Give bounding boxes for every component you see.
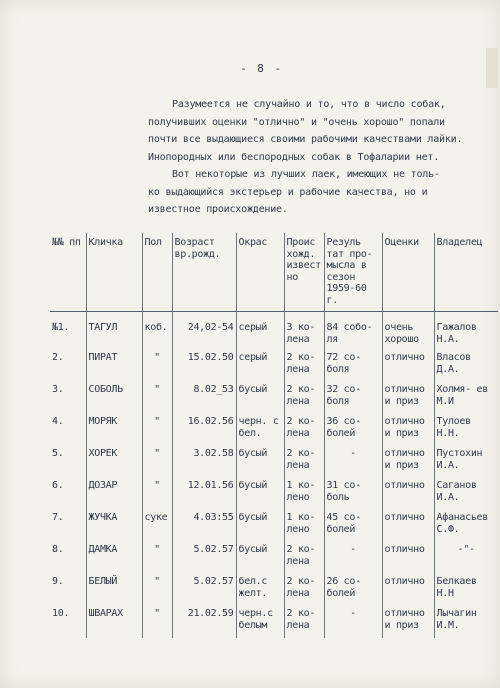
cell-result: - bbox=[324, 606, 382, 638]
table-row bbox=[50, 446, 498, 478]
paragraph-line: ко выдающийся экстерьер и рабочие качества, но и bbox=[148, 186, 428, 198]
cell-owner: -"- bbox=[434, 542, 498, 574]
cell-color: черн. с бел. bbox=[236, 414, 284, 446]
table-header-row bbox=[50, 233, 498, 312]
cell-number: №1. bbox=[52, 322, 70, 333]
table-row bbox=[50, 510, 498, 542]
header-origin: Проис хожд. извест но bbox=[284, 233, 324, 312]
cell-result: 72 со- боля bbox=[324, 350, 382, 382]
table-row bbox=[50, 382, 498, 414]
cell-result: 45 со- болей bbox=[324, 510, 382, 542]
paragraph-line: получивших оценки "отлично" и "очень хорошо" попали bbox=[148, 116, 445, 128]
cell-age: 12.01.56 bbox=[172, 478, 236, 510]
cell-owner: Лычагин И.М. bbox=[434, 606, 498, 638]
cell-grade: отлично bbox=[382, 542, 434, 574]
cell-result: 32 со- боля bbox=[324, 382, 382, 414]
intro-paragraph bbox=[148, 96, 488, 219]
cell-sex: " bbox=[142, 542, 172, 574]
cell-grade: очень хорошо bbox=[382, 312, 434, 351]
cell-owner: Власов Д.А. bbox=[434, 350, 498, 382]
cell-grade: отлично bbox=[382, 478, 434, 510]
cell-result: 36 со- болей bbox=[324, 414, 382, 446]
cell-origin: 2 ко- лена bbox=[284, 350, 324, 382]
table-row bbox=[50, 574, 498, 606]
cell-sex: " bbox=[142, 606, 172, 638]
cell-age: 16.02.56 bbox=[172, 414, 236, 446]
paragraph-line: Инопородных или беспородных собак в Тофаларии нет. bbox=[148, 151, 440, 163]
cell-sex: коб. bbox=[142, 312, 172, 351]
cell-age: 15.02.50 bbox=[172, 350, 236, 382]
table-row bbox=[50, 414, 498, 446]
paragraph-line: Вот некоторые из лучших лаек, имеющих не толь- bbox=[172, 169, 440, 180]
cell-name: ДОЗАР bbox=[86, 478, 142, 510]
cell-owner: Пустохин И.А. bbox=[434, 446, 498, 478]
cell-number: 3. bbox=[52, 384, 64, 395]
cell-owner: Афанасьев С.Ф. bbox=[434, 510, 498, 542]
dogs-table bbox=[50, 233, 498, 638]
cell-age: 8.02_53 bbox=[172, 382, 236, 414]
header-grade: Оценки bbox=[382, 233, 434, 312]
cell-name: ПИРАТ bbox=[86, 350, 142, 382]
cell-origin: 2 ко- лена bbox=[284, 606, 324, 638]
cell-age: 5.02.57 bbox=[172, 574, 236, 606]
cell-age: 4.03:55 bbox=[172, 510, 236, 542]
cell-color: серый bbox=[236, 350, 284, 382]
cell-name: ЖУЧКА bbox=[86, 510, 142, 542]
cell-sex: " bbox=[142, 478, 172, 510]
table-row bbox=[50, 312, 498, 351]
cell-age: 5.02.57 bbox=[172, 542, 236, 574]
cell-grade: отлично bbox=[382, 574, 434, 606]
cell-name: БЕЛЫЙ bbox=[86, 574, 142, 606]
cell-color: бусый bbox=[236, 478, 284, 510]
cell-result: 84 собо- ля bbox=[324, 312, 382, 351]
cell-color: бусый bbox=[236, 446, 284, 478]
cell-origin: 2 ко- лена bbox=[284, 446, 324, 478]
cell-owner: Тулоев Н.Н. bbox=[434, 414, 498, 446]
cell-sex: " bbox=[142, 414, 172, 446]
cell-origin: 1 ко- лено bbox=[284, 510, 324, 542]
cell-color: черн.с белым bbox=[236, 606, 284, 638]
cell-age: 24,02-54 bbox=[172, 312, 236, 351]
cell-number: 9. bbox=[52, 576, 64, 587]
table-row bbox=[50, 606, 498, 638]
cell-owner: Холмя- ев М.И bbox=[434, 382, 498, 414]
paragraph-line: Разумеется не случайно и то, что в число собак, bbox=[172, 99, 446, 110]
cell-origin: 2 ко- лена bbox=[284, 542, 324, 574]
page-number: - 8 - bbox=[240, 62, 284, 75]
header-result: Резуль тат про- мысла в сезон 1959-60 г. bbox=[324, 233, 382, 312]
cell-origin: 2 ко- лена bbox=[284, 414, 324, 446]
cell-grade: отлично и приз bbox=[382, 606, 434, 638]
cell-number: 6. bbox=[52, 480, 64, 491]
cell-sex: " bbox=[142, 382, 172, 414]
cell-name: ХОРЕК bbox=[86, 446, 142, 478]
cell-owner: Саганов И.А. bbox=[434, 478, 498, 510]
cell-name: МОРЯК bbox=[86, 414, 142, 446]
cell-sex: " bbox=[142, 446, 172, 478]
cell-age: 3.02.58 bbox=[172, 446, 236, 478]
cell-sex: " bbox=[142, 350, 172, 382]
cell-color: бусый bbox=[236, 382, 284, 414]
cell-name: ШВАРАХ bbox=[86, 606, 142, 638]
cell-owner: Белкаев Н.Н bbox=[434, 574, 498, 606]
paragraph-line: почти все выдающиеся своими рабочими качествами лайки. bbox=[148, 134, 463, 145]
cell-grade: отлично и приз bbox=[382, 414, 434, 446]
cell-age: 21.02.59 bbox=[172, 606, 236, 638]
cell-origin: 2 ко- лена bbox=[284, 382, 324, 414]
header-name: Кличка bbox=[86, 233, 142, 312]
cell-number: 10. bbox=[52, 608, 70, 619]
cell-result: 26 со- болей bbox=[324, 574, 382, 606]
cell-origin: 3 ко- лена bbox=[284, 312, 324, 351]
cell-grade: отлично и приз bbox=[382, 382, 434, 414]
header-owner: Владелец bbox=[434, 233, 498, 312]
paragraph-line: известное происхождение. bbox=[148, 204, 288, 215]
cell-sex: суке bbox=[142, 510, 172, 542]
cell-grade: отлично и приз bbox=[382, 446, 434, 478]
cell-color: бусый bbox=[236, 510, 284, 542]
header-age: Возраст вр.рожд. bbox=[172, 233, 236, 312]
cell-name: СОБОЛЬ bbox=[86, 382, 142, 414]
cell-name: ТАГУЛ bbox=[86, 312, 142, 351]
cell-result: - bbox=[324, 542, 382, 574]
cell-grade: отлично bbox=[382, 510, 434, 542]
cell-number: 5. bbox=[52, 448, 64, 459]
cell-color: серый bbox=[236, 312, 284, 351]
table-row bbox=[50, 478, 498, 510]
cell-color: бусый bbox=[236, 542, 284, 574]
cell-number: 4. bbox=[52, 416, 64, 427]
cell-result: - bbox=[324, 446, 382, 478]
cell-number: 2. bbox=[52, 352, 64, 363]
cell-sex: " bbox=[142, 574, 172, 606]
cell-grade: отлично bbox=[382, 350, 434, 382]
cell-name: ДАМКА bbox=[86, 542, 142, 574]
cell-result: 31 со- боль bbox=[324, 478, 382, 510]
header-color: Окрас bbox=[236, 233, 284, 312]
table-row bbox=[50, 350, 498, 382]
header-sex: Пол bbox=[142, 233, 172, 312]
margin-mark bbox=[486, 48, 498, 88]
cell-number: 7. bbox=[52, 512, 64, 523]
cell-origin: 1 ко- лено bbox=[284, 478, 324, 510]
cell-color: бел.с желт. bbox=[236, 574, 284, 606]
cell-origin: 2 ко- лена bbox=[284, 574, 324, 606]
header-number: №№ пп bbox=[50, 233, 86, 312]
cell-owner: Гажалов Н.А. bbox=[434, 312, 498, 351]
table-row bbox=[50, 542, 498, 574]
cell-number: 8. bbox=[52, 544, 64, 555]
